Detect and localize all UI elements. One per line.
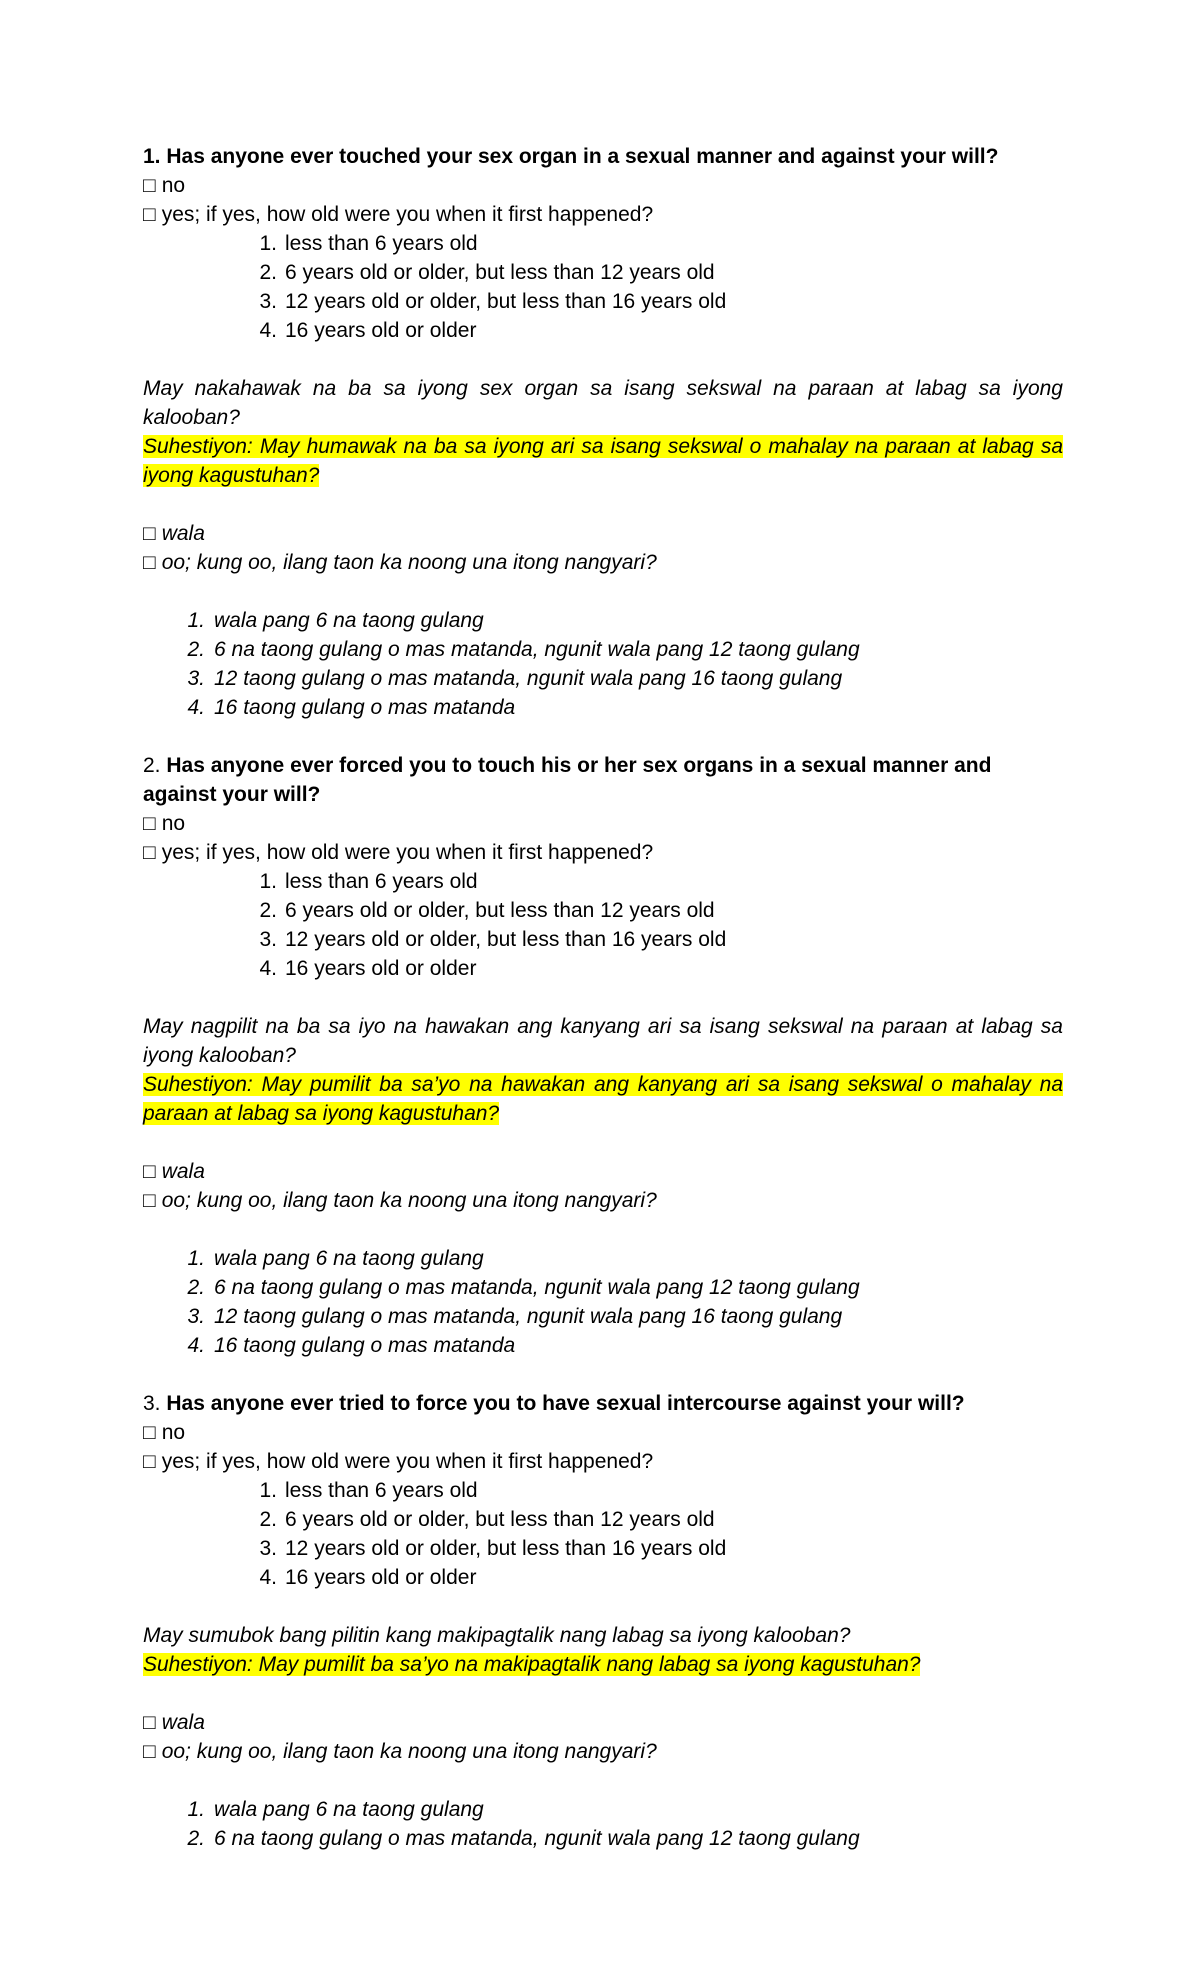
q3-number: 3. [143,1392,161,1415]
q2-suggestion: Suhestiyon: May pumilit ba sa’yo na hawakan ang kanyang ari sa isang sekswal o mahalay na paraan at labag sa iyong kagustuhan? [143,1073,1063,1125]
document-content [143,142,1063,1853]
checkbox-icon[interactable]: □ [143,203,156,226]
list-item: 2. 6 years old or older, but less than 12 years old [259,261,715,284]
q1-suggestion: Suhestiyon: May humawak na ba sa iyong ari sa isang sekswal o mahalay na paraan at labag sa iyong kagustuhan? [143,435,1063,487]
list-item: 4. 16 taong gulang o mas matanda [187,1334,516,1357]
q3-yes-option: □ yes; if yes, how old were you when it first happened? [143,1447,1063,1476]
q1-tl-age-options [143,606,1063,722]
list-item: 3. 12 taong gulang o mas matanda, ngunit wala pang 16 taong gulang [187,667,843,690]
q2-tl-age-options [143,1244,1063,1360]
list-item: 2. 6 na taong gulang o mas matanda, ngunit wala pang 12 taong gulang [187,1827,860,1850]
list-item: 1. less than 6 years old [259,1479,478,1502]
checkbox-icon[interactable]: □ [143,1711,156,1734]
q1-tl-no-option: □ wala [143,519,1063,548]
q1-age-options [143,229,1063,345]
list-item: 3. 12 years old or older, but less than 16 years old [259,928,727,951]
checkbox-icon[interactable]: □ [143,522,156,545]
q3-suggestion: Suhestiyon: May pumilit ba sa’yo na makipagtalik nang labag sa iyong kagustuhan? [143,1653,921,1676]
checkbox-icon[interactable]: □ [143,1740,156,1763]
list-item: 3. 12 years old or older, but less than 16 years old [259,1537,727,1560]
checkbox-icon[interactable]: □ [143,1160,156,1183]
list-item: 4. 16 years old or older [259,957,477,980]
list-item: 2. 6 years old or older, but less than 12 years old [259,1508,715,1531]
q2-no-option: □ no [143,809,1063,838]
checkbox-icon[interactable]: □ [143,1450,156,1473]
checkbox-icon[interactable]: □ [143,174,156,197]
q2-tl-no-option: □ wala [143,1157,1063,1186]
q1-number: 1. [143,145,161,168]
checkbox-icon[interactable]: □ [143,841,156,864]
checkbox-icon[interactable]: □ [143,1421,156,1444]
q2-heading [143,751,1063,809]
q2-tagalog-question: May nagpilit na ba sa iyo na hawakan ang kanyang ari sa isang sekswal na paraan at labag sa iyong kalooban? [143,1015,1063,1067]
q2-tl-yes-option: □ oo; kung oo, ilang taon ka noong una itong nangyari? [143,1186,1063,1215]
q3-age-options [143,1476,1063,1592]
q3-tl-age-options [143,1795,1063,1853]
q1-tl-yes-option: □ oo; kung oo, ilang taon ka noong una itong nangyari? [143,548,1063,577]
list-item: 4. 16 years old or older [259,1566,477,1589]
q3-question: Has anyone ever tried to force you to have sexual intercourse against your will? [166,1392,965,1415]
list-item: 3. 12 years old or older, but less than 16 years old [259,290,727,313]
list-item: 2. 6 years old or older, but less than 12 years old [259,899,715,922]
q1-no-option: □ no [143,171,1063,200]
q1-question: Has anyone ever touched your sex organ in a sexual manner and against your will? [166,145,999,168]
q3-tagalog-question: May sumubok bang pilitin kang makipagtalik nang labag sa iyong kalooban? [143,1624,851,1647]
list-item: 1. wala pang 6 na taong gulang [187,1798,484,1821]
list-item: 2. 6 na taong gulang o mas matanda, ngunit wala pang 12 taong gulang [187,1276,860,1299]
q3-tl-no-option: □ wala [143,1708,1063,1737]
list-item: 1. wala pang 6 na taong gulang [187,1247,484,1270]
list-item: 1. less than 6 years old [259,232,478,255]
q2-age-options [143,867,1063,983]
q2-number: 2. [143,754,161,777]
q3-heading [143,1389,1063,1418]
list-item: 3. 12 taong gulang o mas matanda, ngunit wala pang 16 taong gulang [187,1305,843,1328]
list-item: 4. 16 years old or older [259,319,477,342]
checkbox-icon[interactable]: □ [143,812,156,835]
q2-yes-option: □ yes; if yes, how old were you when it first happened? [143,838,1063,867]
q3-tl-yes-option: □ oo; kung oo, ilang taon ka noong una itong nangyari? [143,1737,1063,1766]
q2-question: Has anyone ever forced you to touch his or her sex organs in a sexual manner and against your will? [143,754,992,806]
list-item: 1. less than 6 years old [259,870,478,893]
q3-no-option: □ no [143,1418,1063,1447]
list-item: 4. 16 taong gulang o mas matanda [187,696,516,719]
q1-heading [143,142,1063,171]
list-item: 2. 6 na taong gulang o mas matanda, ngunit wala pang 12 taong gulang [187,638,860,661]
checkbox-icon[interactable]: □ [143,551,156,574]
checkbox-icon[interactable]: □ [143,1189,156,1212]
list-item: 1. wala pang 6 na taong gulang [187,609,484,632]
q1-yes-option: □ yes; if yes, how old were you when it first happened? [143,200,1063,229]
q1-tagalog-question: May nakahawak na ba sa iyong sex organ sa isang sekswal na paraan at labag sa iyong kalooban? [143,377,1063,429]
